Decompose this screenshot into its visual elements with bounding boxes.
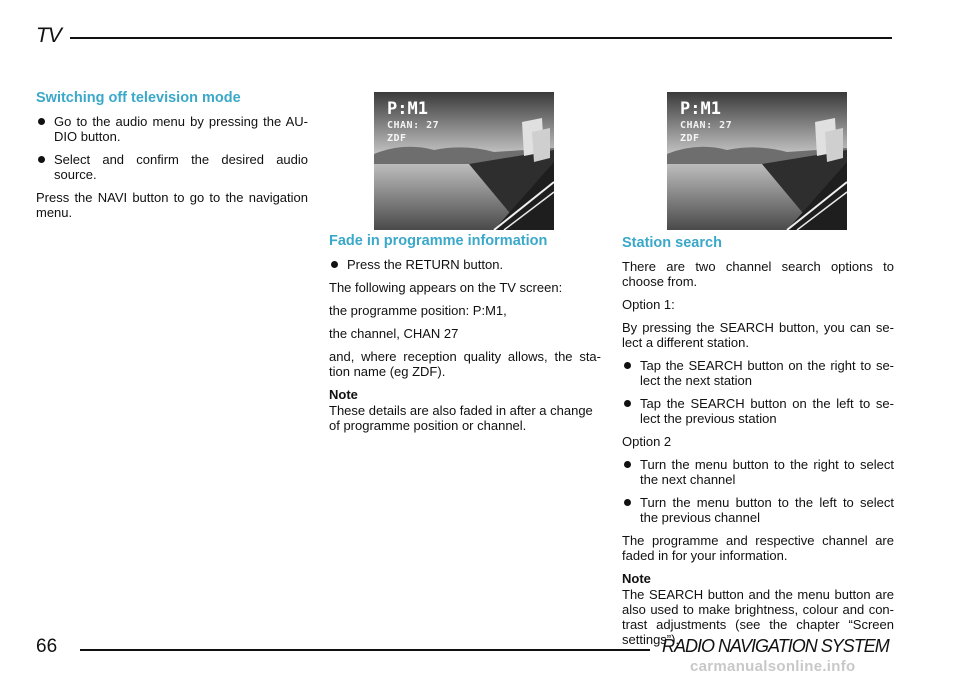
column-fade-in [329, 234, 601, 441]
bullet-item: Tap the SEARCH button on the left to se-lect the previous station [622, 396, 894, 426]
paragraph: The programme and respective channel are faded in for your information. [622, 533, 894, 563]
note-heading: Note [622, 571, 651, 586]
column-switching-off [36, 91, 308, 228]
note-text: The SEARCH button and the menu button are also used to make brightness, colour and con-trast adjustments (see the chapter “Screen settings”). [622, 587, 894, 647]
footer-title: RADIO NAVIGATION SYSTEM [662, 636, 889, 656]
heading-fade-in: Fade in programme information [329, 233, 548, 249]
osd-position: P:M1 [387, 99, 428, 119]
osd-channel: CHAN: 27 [387, 120, 440, 131]
paragraph: Press the NAVI button to go to the navigation menu. [36, 190, 308, 220]
column-station-search [622, 236, 894, 655]
osd-position: P:M1 [680, 99, 721, 119]
header-title: TV [36, 24, 61, 47]
bullet-item: Press the RETURN button. [329, 257, 601, 272]
paragraph: Option 2 [622, 434, 672, 449]
paragraph: The following appears on the TV screen: [329, 280, 563, 295]
paragraph: Option 1: [622, 297, 675, 312]
page-number: 66 [36, 636, 58, 657]
paragraph: There are two channel search options to choose from. [622, 259, 894, 289]
bullet-item: Go to the audio menu by pressing the AU-DIO button. [36, 114, 308, 144]
heading-switching-off: Switching off television mode [36, 90, 241, 106]
tv-osd [680, 100, 732, 145]
paragraph: and, where reception quality allows, the sta-tion name (eg ZDF). [329, 349, 601, 379]
bullet-item: Select and confirm the desired audio source. [36, 152, 308, 182]
note-text: These details are also faded in after a change of programme position or channel. [329, 403, 593, 433]
tv-osd [387, 100, 439, 145]
paragraph: the programme position: P:M1, [329, 303, 507, 318]
osd-station-name: ZDF [680, 133, 700, 144]
heading-station-search: Station search [622, 235, 722, 251]
paragraph: the channel, CHAN 27 [329, 326, 459, 341]
osd-channel: CHAN: 27 [680, 120, 733, 131]
note-heading: Note [329, 387, 358, 402]
bullet-item: Turn the menu button to the left to select the previous channel [622, 495, 894, 525]
paragraph: By pressing the SEARCH button, you can se-lect a different station. [622, 320, 894, 350]
header-rule [70, 37, 892, 39]
tv-screen-image [374, 92, 554, 230]
bullet-item: Turn the menu button to the right to select the next channel [622, 457, 894, 487]
tv-screen-image [667, 92, 847, 230]
bullet-item: Tap the SEARCH button on the right to se-lect the next station [622, 358, 894, 388]
watermark: carmanualsonline.info [690, 658, 856, 675]
osd-station-name: ZDF [387, 133, 407, 144]
footer-rule [80, 649, 650, 651]
